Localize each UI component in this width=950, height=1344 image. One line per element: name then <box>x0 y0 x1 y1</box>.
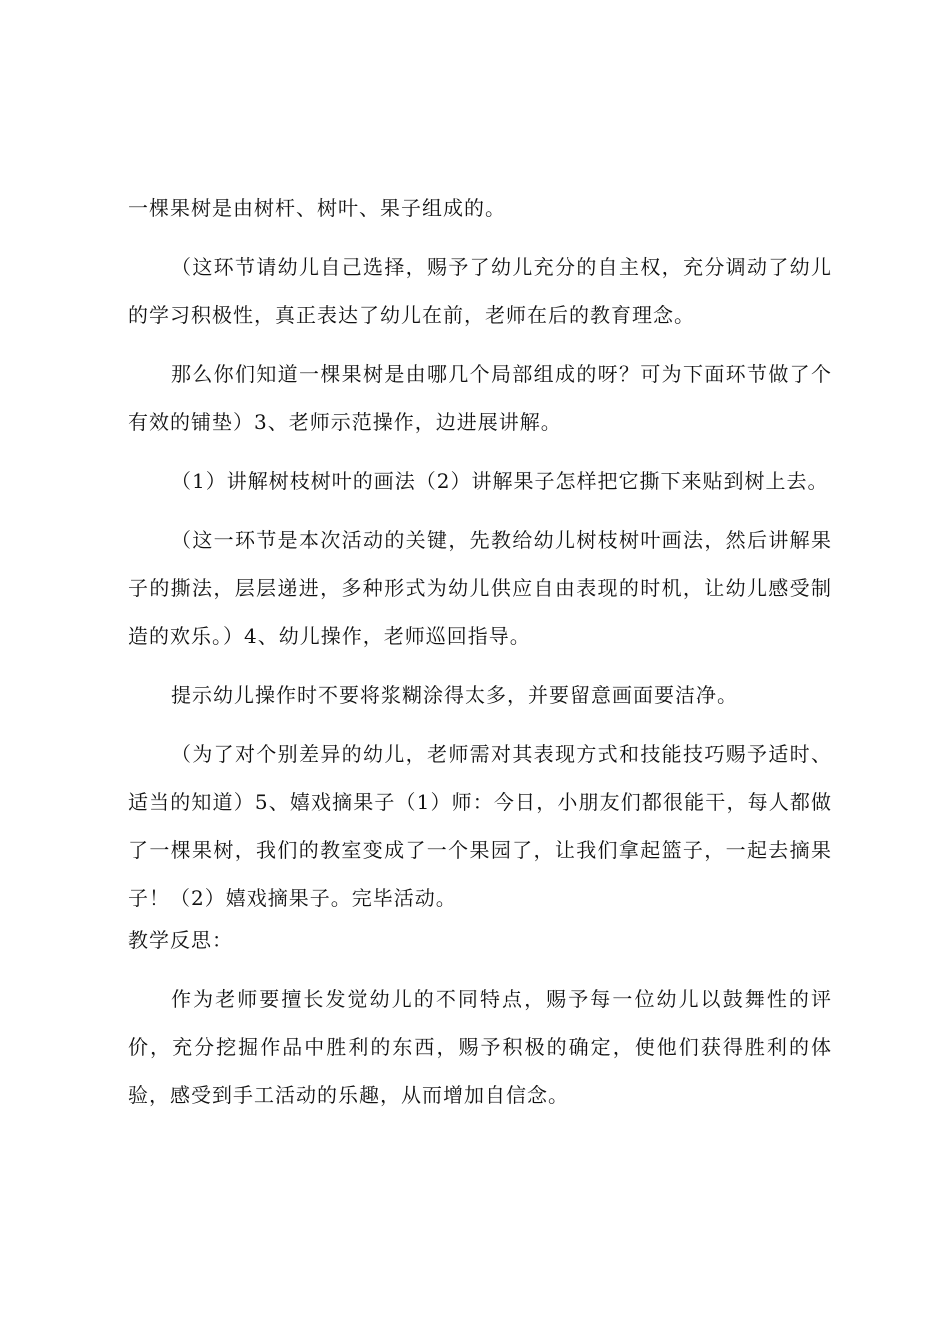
paragraph-5: （这一环节是本次活动的关键，先教给幼儿树枝树叶画法，然后讲解果子的撕法，层层递进，多种形式为幼儿供应自由表现的时机，让幼儿感受制造的欢乐。）4、幼儿操作，老师巡回指导。 <box>128 528 832 648</box>
paragraph-7: （为了对个别差异的幼儿，老师需对其表现方式和技能技巧赐予适时、适当的知道）5、嬉戏摘果子（1）师：今日，小朋友们都很能干，每人都做了一棵果树，我们的教室变成了一个果园了，让我们拿起篮子，一起去摘果子！（2）嬉戏摘果子。完毕活动。 <box>128 742 832 910</box>
paragraph-4: （1）讲解树枝树叶的画法（2）讲解果子怎样把它撕下来贴到树上去。 <box>171 469 829 493</box>
paragraph-8: 作为老师要擅长发觉幼儿的不同特点，赐予每一位幼儿以鼓舞性的评价，充分挖掘作品中胜利的东西，赐予积极的确定，使他们获得胜利的体验，感受到手工活动的乐趣，从而增加自信念。 <box>128 987 832 1107</box>
paragraph-1: 一棵果树是由树杆、树叶、果子组成的。 <box>128 196 506 220</box>
document-body <box>128 184 832 1119</box>
section-heading-teaching-reflection: 教学反思： <box>128 928 233 952</box>
paragraph-2: （这环节请幼儿自己选择，赐予了幼儿充分的自主权，充分调动了幼儿的学习积极性，真正表达了幼儿在前，老师在后的教育理念。 <box>128 255 832 327</box>
paragraph-3: 那么你们知道一棵果树是由哪几个局部组成的呀？可为下面环节做了个有效的铺垫）3、老师示范操作，边进展讲解。 <box>128 362 832 434</box>
paragraph-6: 提示幼儿操作时不要将浆糊涂得太多，并要留意画面要洁净。 <box>171 683 738 707</box>
